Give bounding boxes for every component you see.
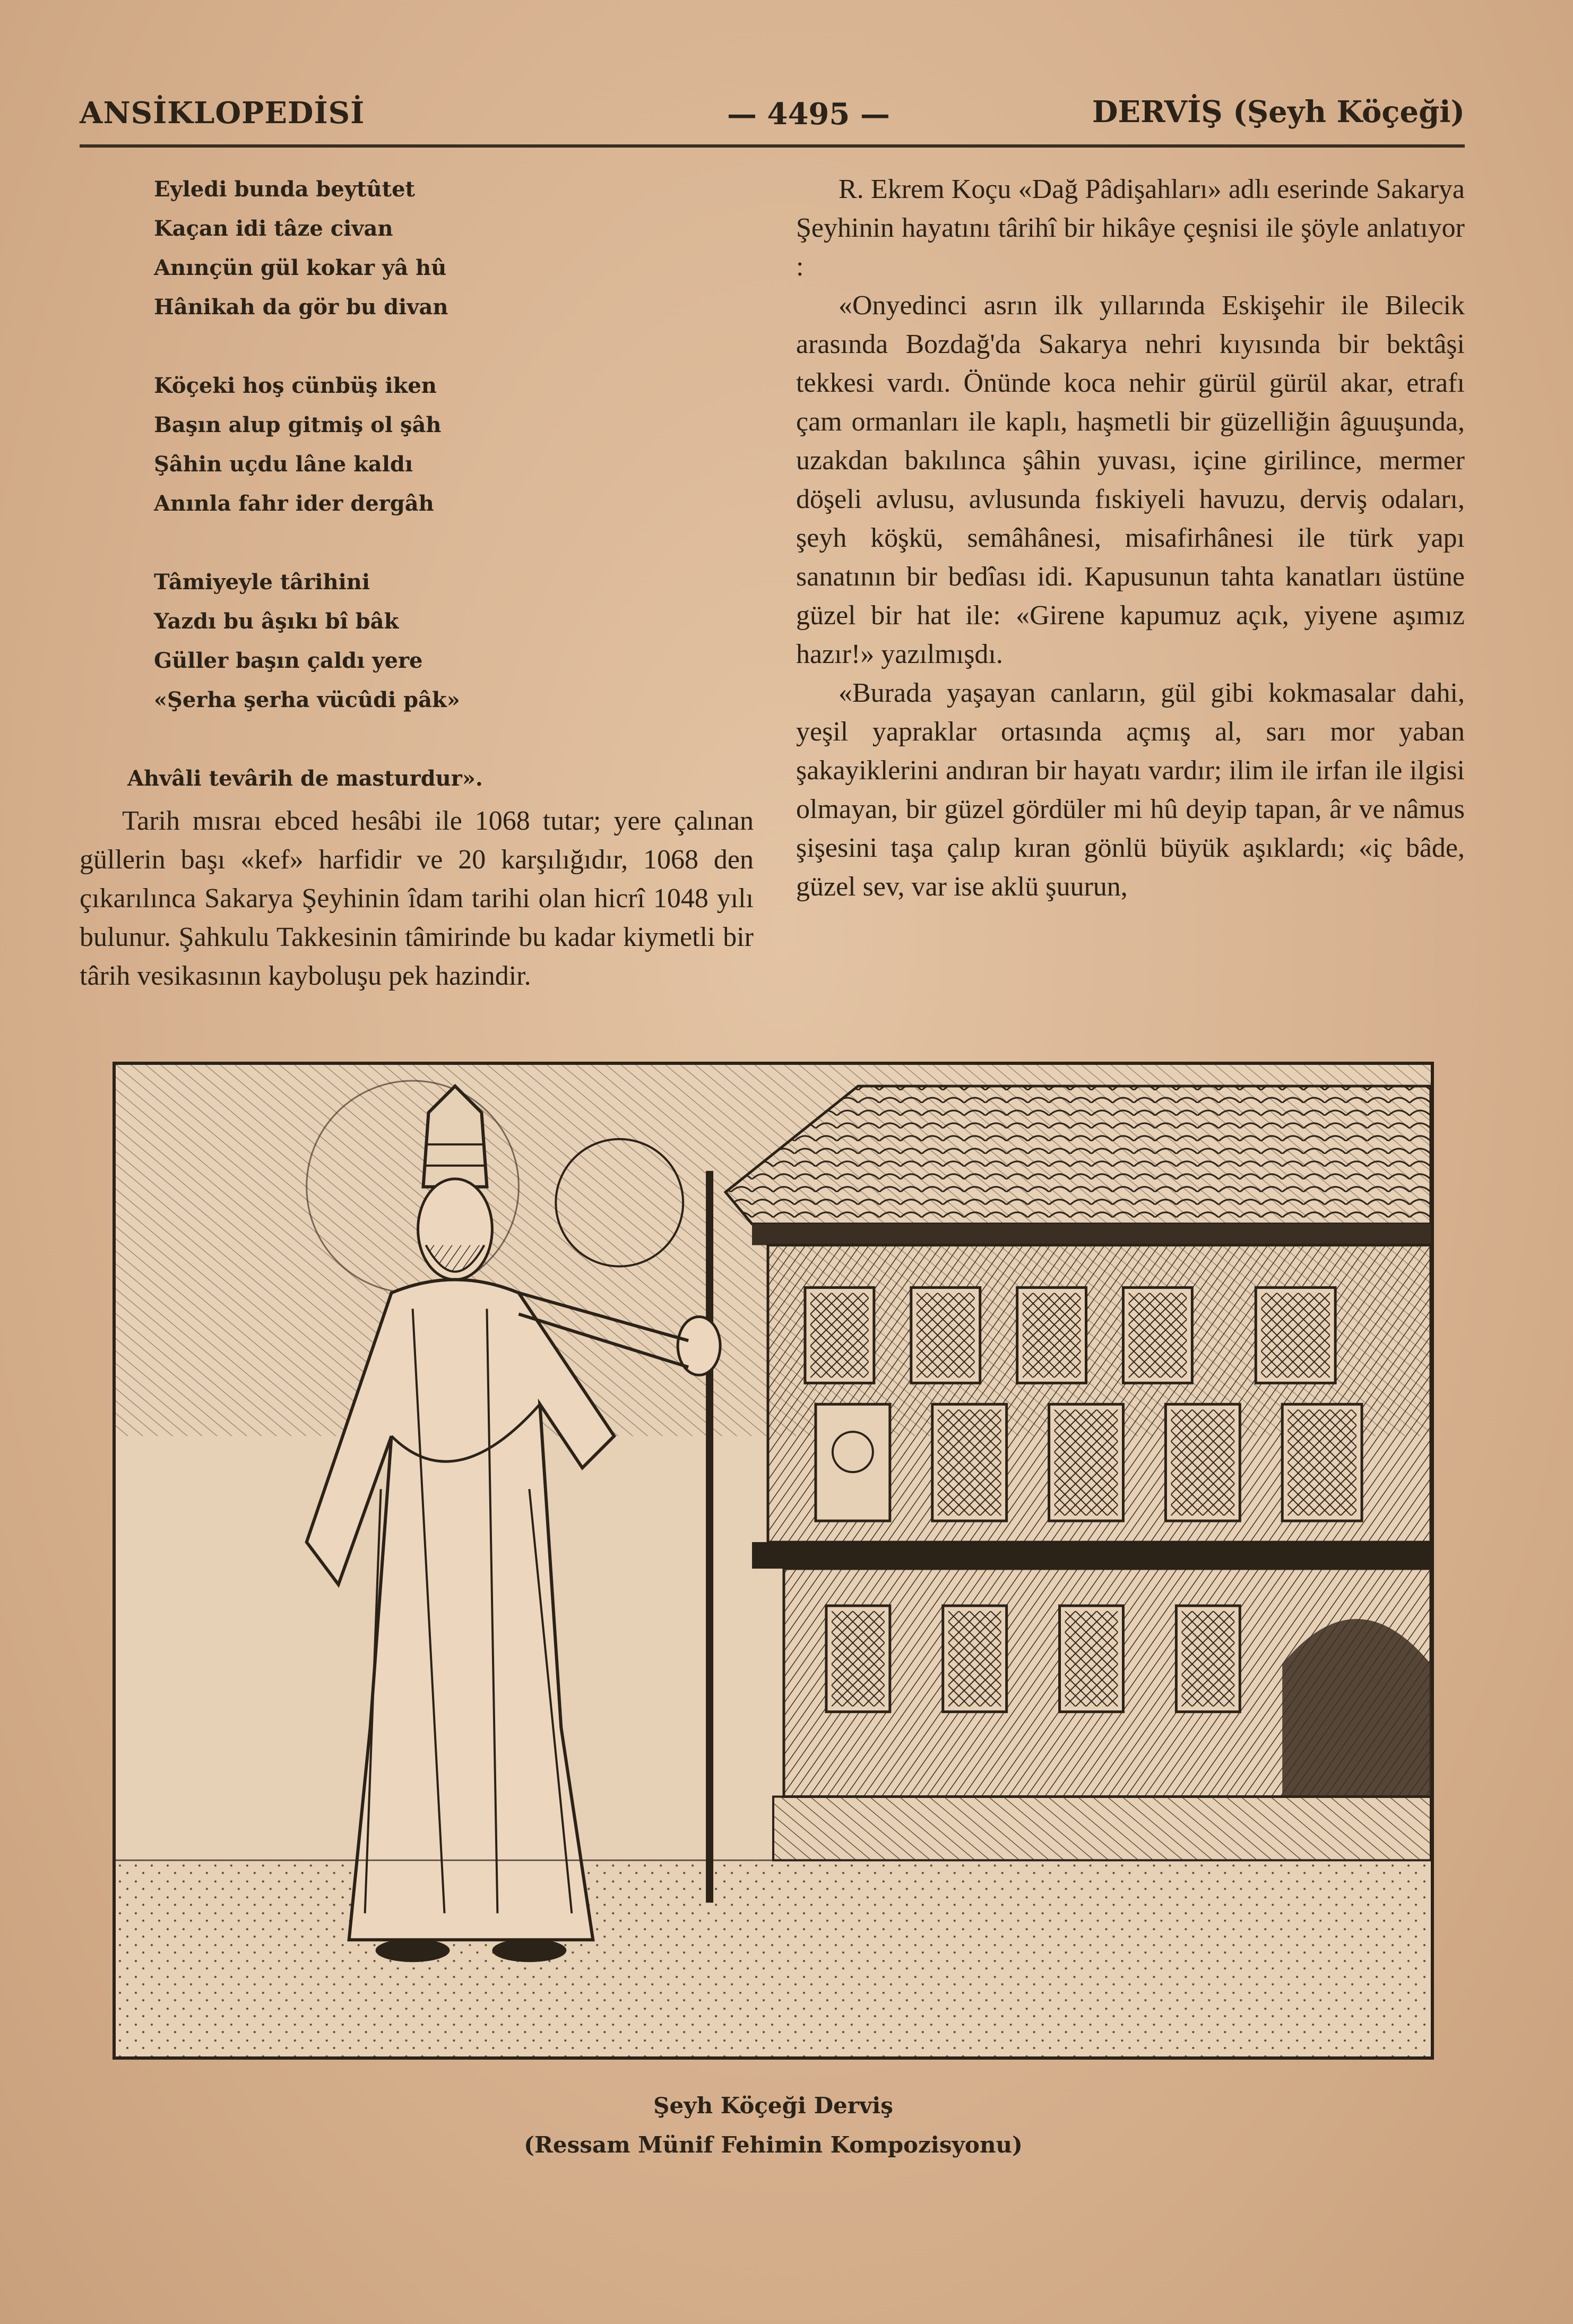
caption-credit: (Ressam Münif Fehimin Kompozisyonu)	[524, 2132, 1023, 2158]
page-number: — 4495 —	[727, 97, 890, 132]
poem-line: Anınla fahr ider dergâh	[154, 491, 434, 516]
poem-line: Hânikah da gör bu divan	[154, 295, 448, 320]
poem-line: Köçeki hoş cünbüş iken	[154, 373, 437, 398]
paragraph: Tarih mısraı ebced hesâbi ile 1068 tutar; yere çalınan güllerin başı «kef» harfidir ve 20 karşılığıdır, 1068 den çıkarılınca Sakarya Şeyhinin îdam tarihi olan hicrî 1048 yılı bulunur. Şahkulu Takkesinin tâmirinde bu kadar kiymetli bir târih vesikasının kayboluşu pek hazindir.	[80, 806, 754, 991]
poem-line: Şâhin uçdu lâne kaldı	[154, 452, 413, 477]
poem-stanza-3	[154, 563, 754, 720]
tekke-building	[725, 1086, 1431, 1860]
right-column	[796, 170, 1465, 906]
header-entry: DERVİŞ (Şeyh Köçeği)	[1092, 94, 1465, 130]
poem-line: Eyledi bunda beytûtet	[154, 177, 416, 202]
caption-title: Şeyh Köçeği Derviş	[653, 2093, 893, 2119]
poem-line: Güller başın çaldı yere	[154, 648, 423, 673]
paragraph: R. Ekrem Koçu «Dağ Pâdişahları» adlı eserinde Sakarya Şeyhinin hayatını târihî bir hikâye çeşnisi ile şöyle anlatıyor :	[796, 174, 1465, 282]
running-header	[80, 90, 1465, 138]
left-column	[80, 170, 754, 995]
poem-final-line: Ahvâli tevârih de masturdur».	[127, 766, 483, 791]
paragraph: «Burada yaşayan canların, gül gibi kokmasalar dahi, yeşil yapraklar ortasında açmış al, sarı mor yaban şakayiklerini andıran bir hayatı vardır; ilim ile irfan ile ilgisi olmayan, bir güzel gördüler mi hû deyip tapan, âr ve nâmus şişesini taşa çalıp kıran gönlü büyük aşıklardı; «iç bâde, güzel sev, var ise aklü şuurun,	[796, 678, 1465, 902]
poem-line: «Şerha şerha vücûdi pâk»	[154, 687, 460, 712]
poem-line: Anınçün gül kokar yâ hû	[154, 255, 447, 280]
header-rule	[80, 144, 1465, 148]
illustration-caption	[113, 2086, 1434, 2165]
illustration-dervish-and-tekke	[113, 1062, 1434, 2060]
left-prose	[80, 802, 754, 995]
poem-line: Yazdı bu âşıkı bî bâk	[154, 609, 399, 634]
paragraph: «Onyedinci asrın ilk yıllarında Eskişehir ile Bilecik arasında Bozdağ'da Sakarya nehri kıyısında bir bektâşi tekkesi vardı. Önünde koca nehir gürül gürül akar, etrafı çam ormanları ile kaplı, haşmetli bir güzelliğin âguuşunda, uzakdan bakılınca şâhin yuvası, içine girilince, mermer döşeli avlusu, avlusunda fıskiyeli havuzu, derviş odaları, şeyh köşkü, semâhânesi, misafirhânesi ile türk yapı sanatının bir bedîası idi. Kapusunun tahta kanatları üstüne güzel bir hat ile: «Girene kapumuz açık, yiyene aşımız hazır!» yazılmışdı.	[796, 290, 1465, 669]
header-title: ANSİKLOPEDİSİ	[80, 96, 365, 131]
engraving-illustration	[116, 1065, 1431, 2056]
poem-line: Başın alup gitmiş ol şâh	[154, 412, 442, 437]
poem-stanza-2	[154, 366, 754, 523]
poem-line: Tâmiyeyle târihini	[154, 570, 370, 595]
right-prose	[796, 170, 1465, 906]
poem-line: Kaçan idi tâze civan	[154, 216, 393, 241]
poem	[80, 170, 754, 798]
poem-stanza-1	[154, 170, 754, 327]
